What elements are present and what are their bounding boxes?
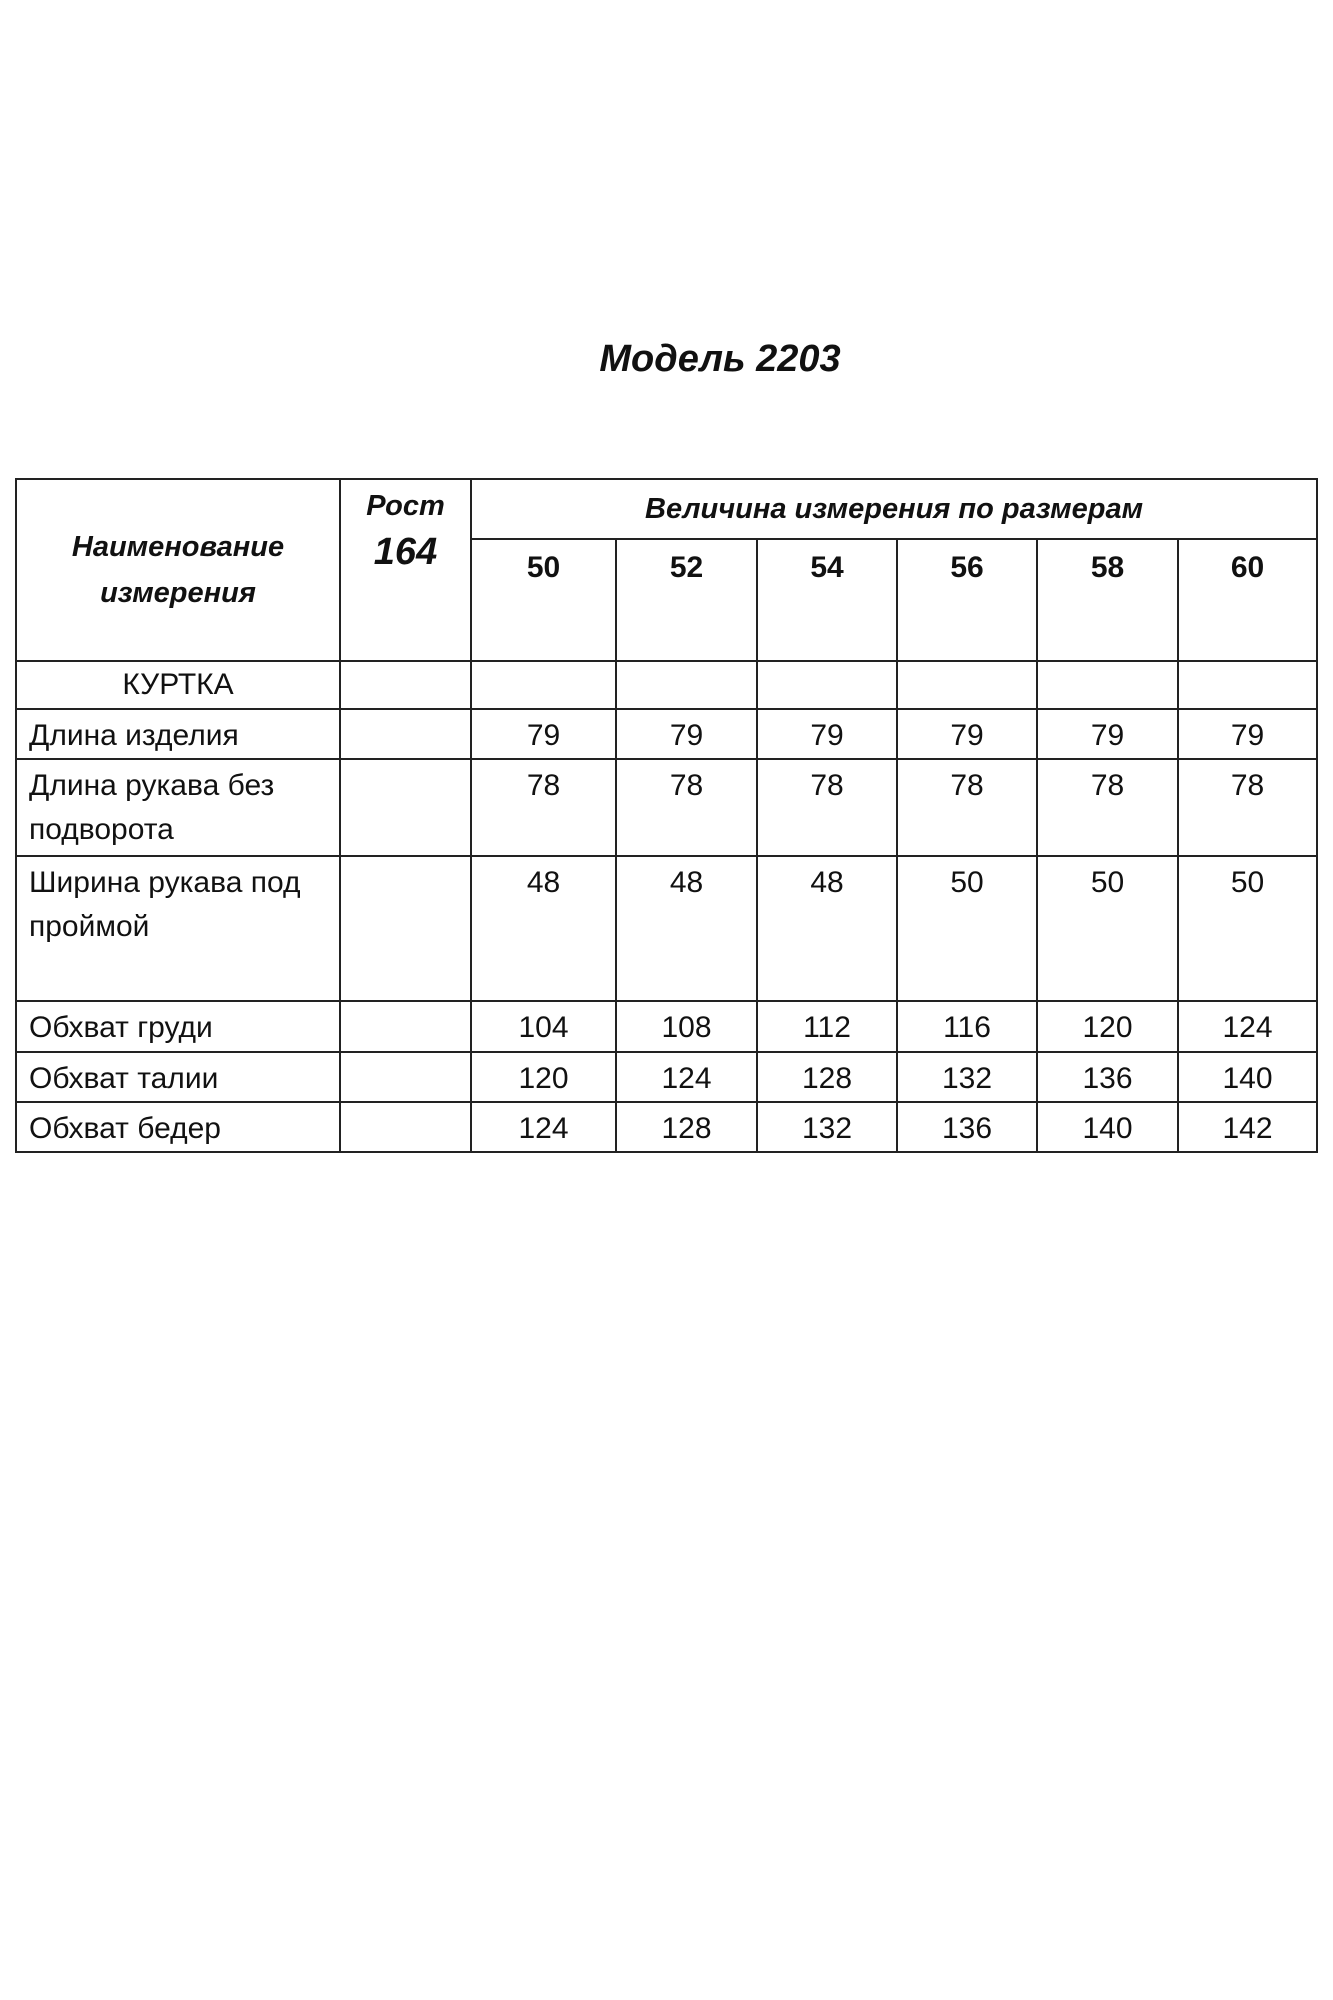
value-cell: 79 — [1037, 709, 1178, 759]
value-cell: 78 — [616, 759, 757, 856]
value-cell: 124 — [471, 1102, 616, 1152]
value-cell: 108 — [616, 1001, 757, 1052]
value-cell: 120 — [1037, 1001, 1178, 1052]
size-header: 56 — [897, 539, 1037, 661]
value-cell: 140 — [1178, 1052, 1317, 1102]
row-label: Ширина рукава под проймой — [16, 856, 340, 1001]
empty-cell — [340, 856, 471, 1001]
value-cell: 79 — [616, 709, 757, 759]
value-cell: 48 — [471, 856, 616, 1001]
value-cell: 136 — [897, 1102, 1037, 1152]
value-cell: 124 — [1178, 1001, 1317, 1052]
empty-cell — [340, 709, 471, 759]
table-row — [16, 1102, 1317, 1152]
empty-cell — [471, 661, 616, 709]
value-cell: 132 — [897, 1052, 1037, 1102]
empty-cell — [340, 1102, 471, 1152]
value-cell: 50 — [1178, 856, 1317, 1001]
size-header: 58 — [1037, 539, 1178, 661]
table-row — [16, 709, 1317, 759]
table-row — [16, 1052, 1317, 1102]
value-cell: 78 — [757, 759, 897, 856]
section-row — [16, 661, 1317, 709]
header-height — [340, 479, 471, 661]
header-row — [16, 479, 1317, 539]
height-label: Рост — [366, 490, 445, 522]
value-cell: 48 — [616, 856, 757, 1001]
row-label: Длина рукава без подворота — [16, 759, 340, 856]
value-cell: 79 — [1178, 709, 1317, 759]
empty-cell — [340, 1001, 471, 1052]
table-row — [16, 1001, 1317, 1052]
section-label: КУРТКА — [16, 661, 340, 709]
size-header: 50 — [471, 539, 616, 661]
value-cell: 104 — [471, 1001, 616, 1052]
row-label: Обхват талии — [16, 1052, 340, 1102]
table-row — [16, 759, 1317, 856]
size-header: 54 — [757, 539, 897, 661]
value-cell: 132 — [757, 1102, 897, 1152]
empty-cell — [616, 661, 757, 709]
value-cell: 140 — [1037, 1102, 1178, 1152]
height-value: 164 — [373, 531, 438, 573]
value-cell: 48 — [757, 856, 897, 1001]
value-cell: 120 — [471, 1052, 616, 1102]
empty-cell — [897, 661, 1037, 709]
header-size-group: Величина измерения по размерам — [471, 479, 1317, 539]
value-cell: 112 — [757, 1001, 897, 1052]
value-cell: 136 — [1037, 1052, 1178, 1102]
value-cell: 128 — [616, 1102, 757, 1152]
value-cell: 50 — [897, 856, 1037, 1001]
row-label: Обхват груди — [16, 1001, 340, 1052]
row-label: Обхват бедер — [16, 1102, 340, 1152]
empty-cell — [1037, 661, 1178, 709]
value-cell: 78 — [471, 759, 616, 856]
size-chart-table — [15, 478, 1318, 1153]
value-cell: 142 — [1178, 1102, 1317, 1152]
empty-cell — [340, 661, 471, 709]
size-header: 52 — [616, 539, 757, 661]
size-header: 60 — [1178, 539, 1317, 661]
header-measurement-name: Наименование измерения — [16, 479, 340, 661]
table-row — [16, 856, 1317, 1001]
value-cell: 78 — [897, 759, 1037, 856]
empty-cell — [757, 661, 897, 709]
value-cell: 78 — [1178, 759, 1317, 856]
value-cell: 79 — [757, 709, 897, 759]
empty-cell — [340, 759, 471, 856]
empty-cell — [340, 1052, 471, 1102]
value-cell: 116 — [897, 1001, 1037, 1052]
value-cell: 78 — [1037, 759, 1178, 856]
row-label: Длина изделия — [16, 709, 340, 759]
value-cell: 79 — [471, 709, 616, 759]
empty-cell — [1178, 661, 1317, 709]
value-cell: 124 — [616, 1052, 757, 1102]
value-cell: 50 — [1037, 856, 1178, 1001]
page-title: Модель 2203 — [599, 338, 841, 380]
value-cell: 79 — [897, 709, 1037, 759]
value-cell: 128 — [757, 1052, 897, 1102]
